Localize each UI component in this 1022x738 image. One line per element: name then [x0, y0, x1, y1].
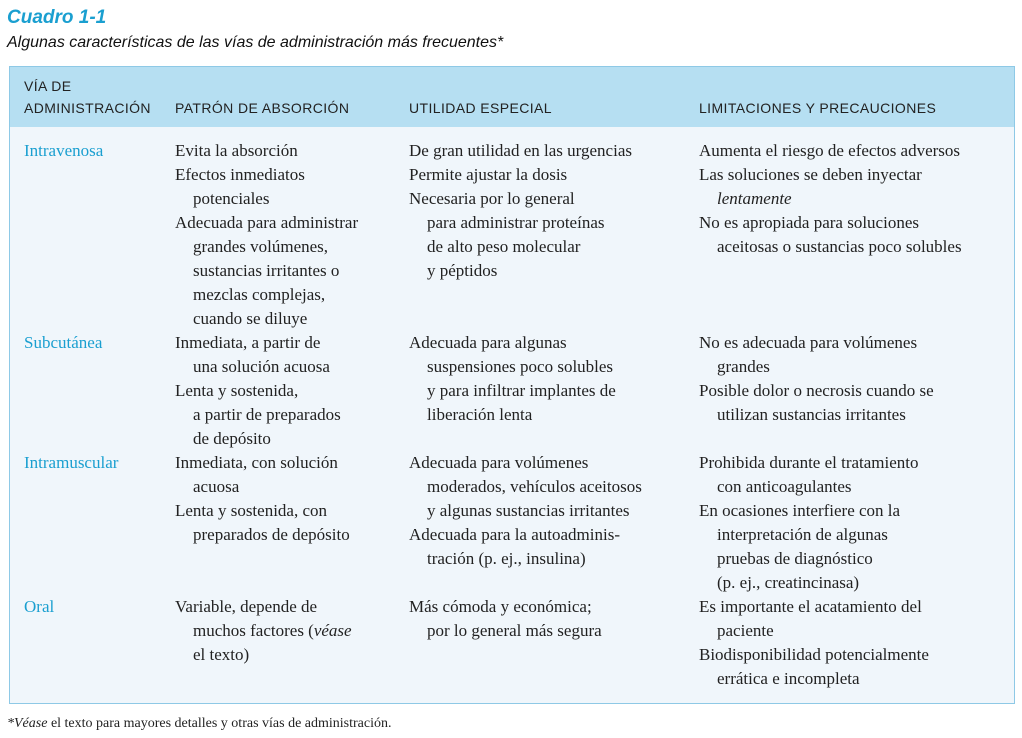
list-item: Inmediata, con solución acuosa: [175, 453, 338, 496]
header-limitations: LIMITACIONES Y PRECAUCIONES: [699, 100, 937, 116]
list-item: Variable, depende de muchos factores (véase el texto): [175, 597, 352, 664]
list-item: Más cómoda y económica; por lo general más segura: [409, 597, 602, 640]
header-route-line2: ADMINISTRACIÓN: [24, 100, 151, 116]
list-item: Lenta y sostenida, con preparados de depósito: [175, 501, 350, 544]
list-item: Necesaria por lo general para administrar proteínas de alto peso molecular y péptidos: [409, 189, 605, 280]
footnote-text: el texto para mayores detalles y otras vías de administración.: [47, 716, 392, 731]
table-caption: Algunas características de las vías de administración más frecuentes*: [7, 34, 504, 51]
list-item: De gran utilidad en las urgencias: [409, 141, 632, 160]
list-item: Adecuada para algunas suspensiones poco solubles y para infiltrar implantes de liberación lenta: [409, 333, 616, 424]
utility-cell: [409, 451, 694, 571]
list-item: No es adecuada para volúmenes grandes: [699, 333, 918, 376]
list-item: Permite ajustar la dosis: [409, 165, 568, 184]
list-item: Efectos inmediatos potenciales: [175, 165, 305, 208]
absorption-cell: [175, 331, 400, 451]
list-item: Inmediata, a partir de una solución acuosa: [175, 333, 330, 376]
list-item: Lenta y sostenida, a partir de preparados de depósito: [175, 381, 341, 448]
absorption-cell: [175, 595, 400, 667]
limitations-cell: [699, 595, 1011, 691]
list-item: Adecuada para administrar grandes volúmenes, sustancias irritantes o mezclas complejas, cuando se diluye: [175, 213, 359, 328]
limitations-cell: [699, 331, 1011, 427]
list-item: No es apropiada para soluciones aceitosas o sustancias poco solubles: [699, 213, 962, 256]
list-item: Evita la absorción: [175, 141, 298, 160]
utility-cell: [409, 595, 694, 643]
limitations-cell: [699, 451, 1011, 595]
list-item: Prohibida durante el tratamiento con anticoagulantes: [699, 453, 919, 496]
header-route-line1: VÍA DE: [24, 78, 72, 94]
route-name: Intravenosa: [24, 141, 104, 160]
footnote-italic: *Véase: [7, 716, 48, 731]
table-number: Cuadro 1-1: [7, 7, 107, 28]
utility-cell: [409, 139, 694, 283]
table-header: [10, 67, 1014, 127]
route-name: Subcutánea: [24, 333, 103, 352]
list-item: Posible dolor o necrosis cuando se utilizan sustancias irritantes: [699, 381, 934, 424]
utility-cell: [409, 331, 694, 427]
list-item: Es importante el acatamiento del paciente: [699, 597, 922, 640]
list-item: Adecuada para volúmenes moderados, vehículos aceitosos y algunas sustancias irritantes: [409, 453, 642, 520]
header-utility: UTILIDAD ESPECIAL: [409, 100, 552, 116]
route-name: Oral: [24, 597, 55, 616]
list-item: Adecuada para la autoadminis- tración (p. ej., insulina): [409, 525, 620, 568]
list-item: Las soluciones se deben inyectar lentamente: [699, 165, 922, 208]
route-name: Intramuscular: [24, 453, 119, 472]
limitations-cell: [699, 139, 1011, 259]
list-item: Aumenta el riesgo de efectos adversos: [699, 141, 961, 160]
list-item: En ocasiones interfiere con la interpretación de algunas pruebas de diagnóstico (p. ej., creatincinasa): [699, 501, 901, 592]
header-absorption: PATRÓN DE ABSORCIÓN: [175, 100, 350, 116]
footnote: [7, 716, 392, 732]
absorption-cell: [175, 139, 400, 331]
list-item: Biodisponibilidad potencialmente errática e incompleta: [699, 645, 929, 688]
data-table: [9, 66, 1015, 704]
absorption-cell: [175, 451, 400, 547]
